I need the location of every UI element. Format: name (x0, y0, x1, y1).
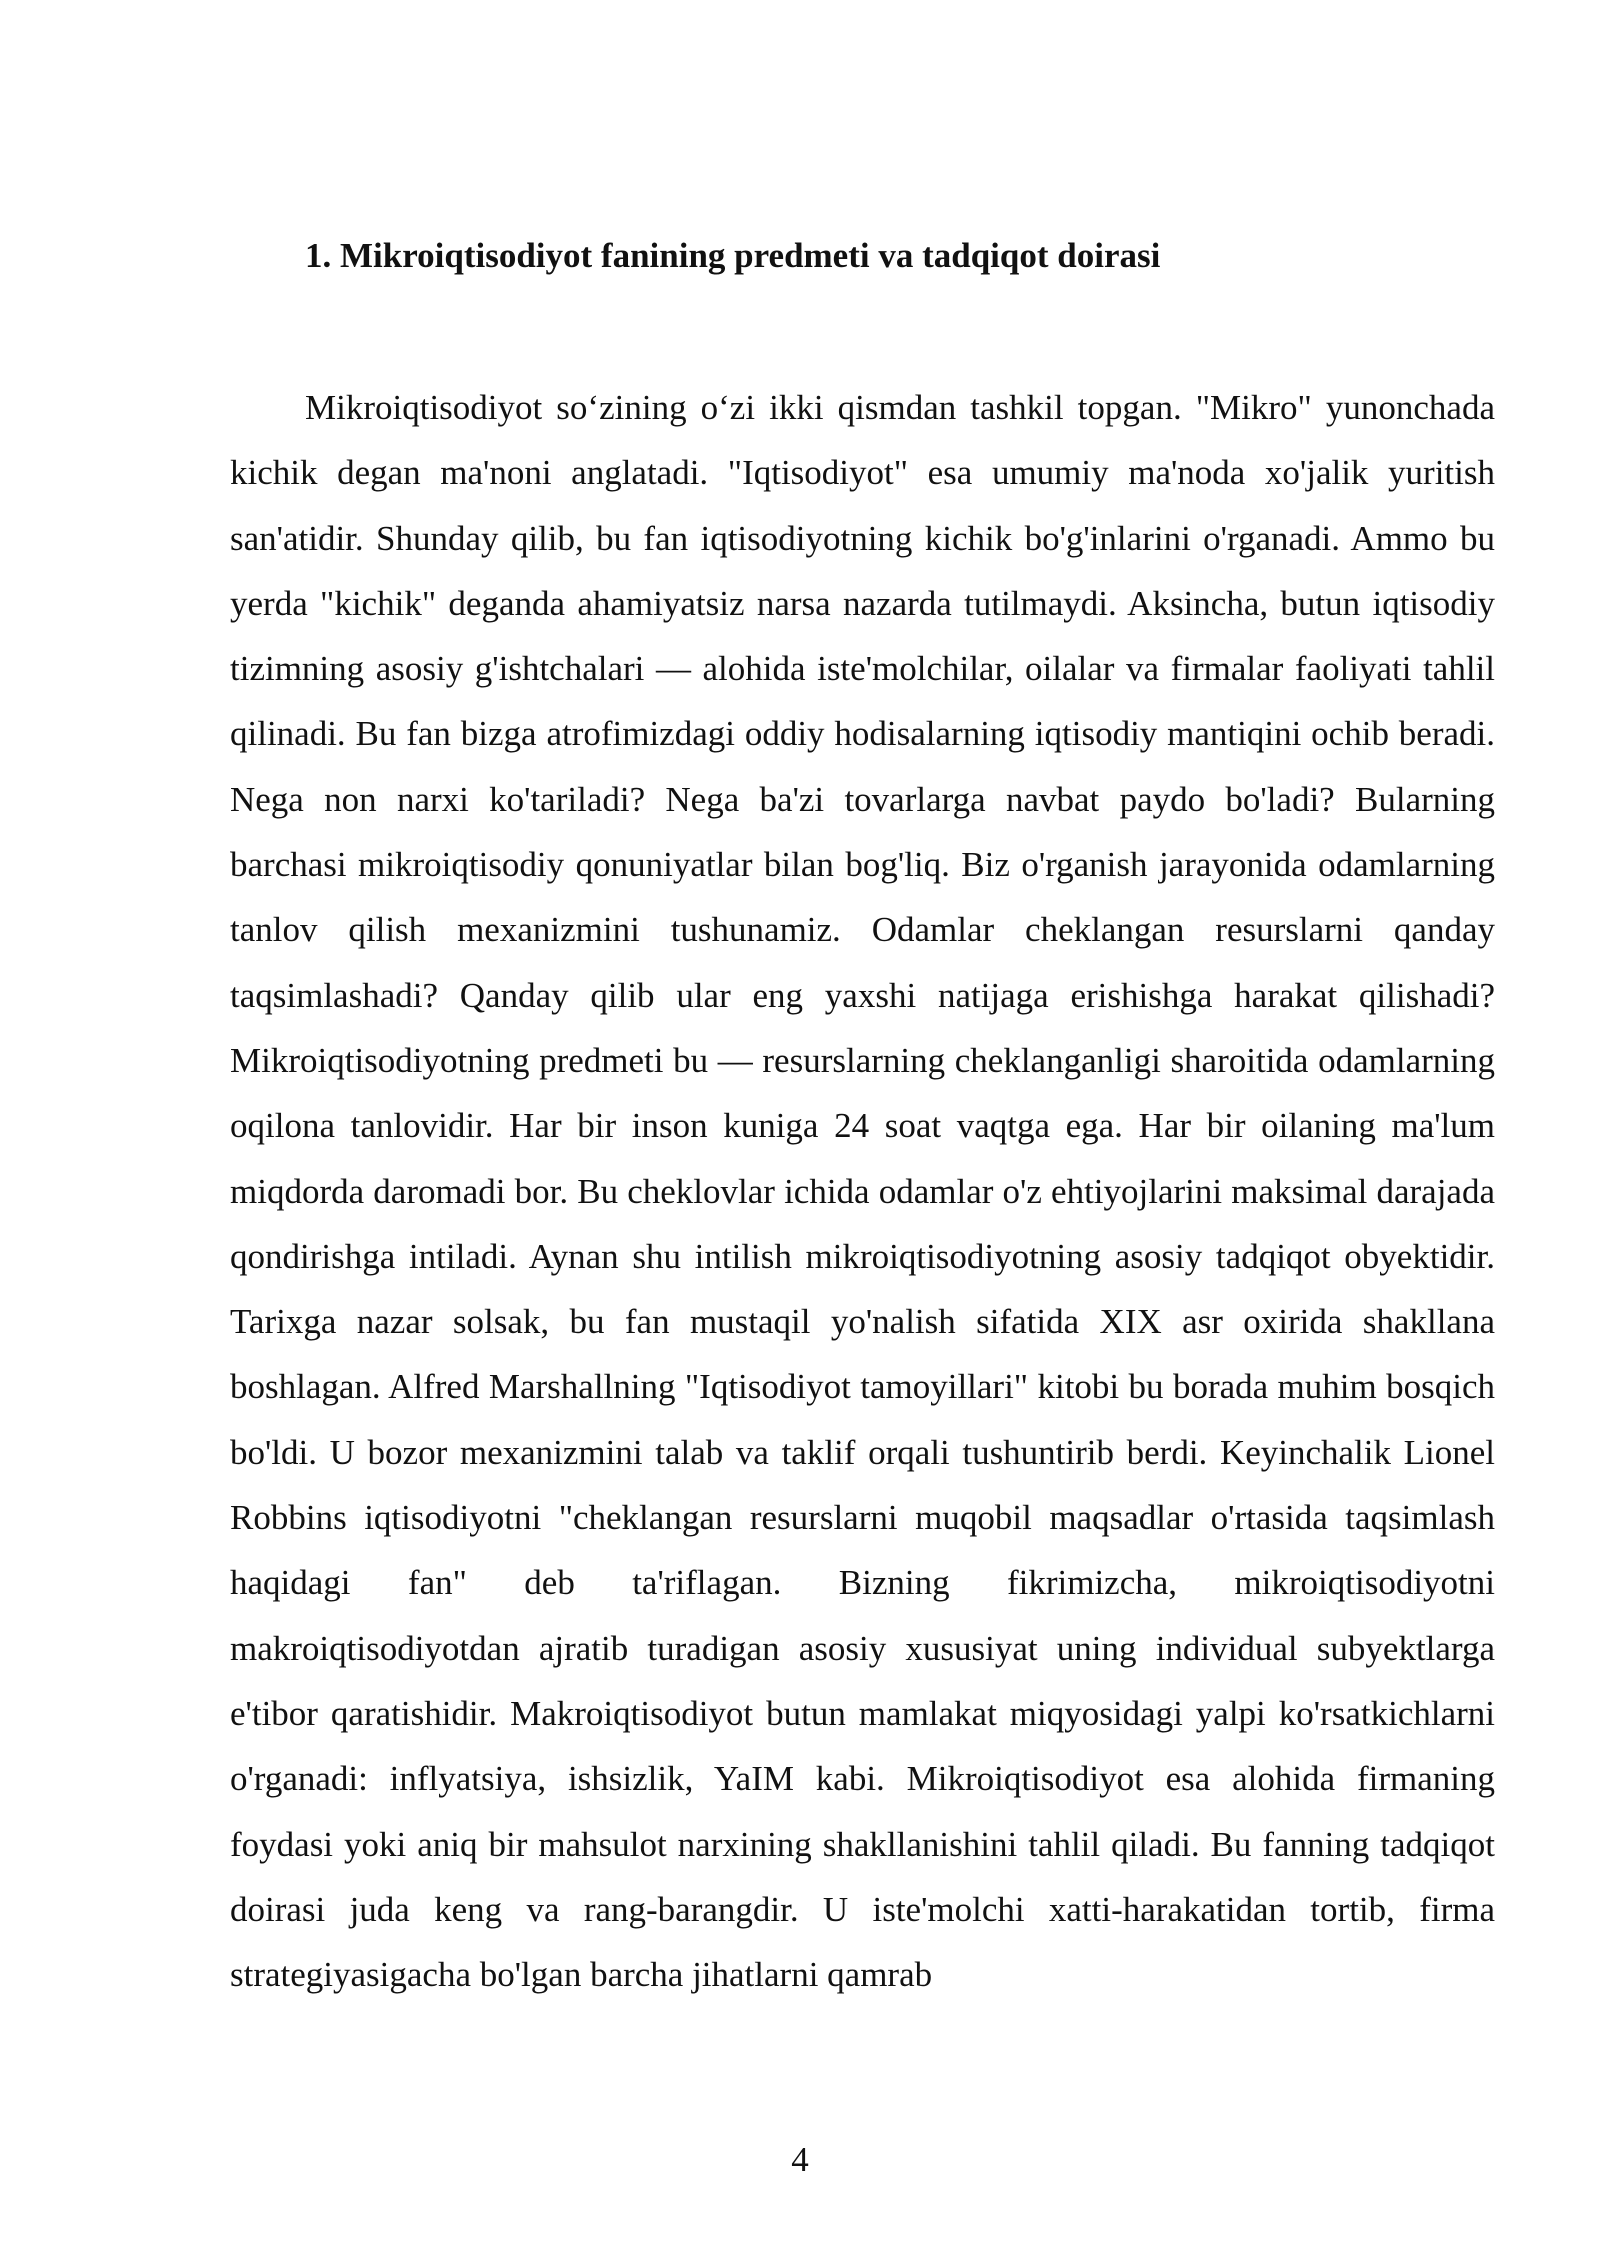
section-heading: 1. Mikroiqtisodiyot fanining predmeti va tadqiqot doirasi (305, 236, 1161, 275)
page-number: 4 (791, 2140, 809, 2179)
body-paragraph: Mikroiqtisodiyot so‘zining o‘zi ikki qismdan tashkil topgan. "Mikro" yunonchada kichik degan ma'noni anglatadi. "Iqtisodiyot" esa umumiy ma'noda xo'jalik yuritish san'atidir. Shunday qilib, bu fan iqtisodiyotning kichik bo'g'inlarini o'rganadi. Ammo bu yerda "kichik" deganda ahamiyatsiz narsa nazarda tutilmaydi. Aksincha, butun iqtisodiy tizimning asosiy g'ishtchalari — alohida iste'molchilar, oilalar va firmalar faoliyati tahlil qilinadi. Bu fan bizga atrofimizdagi oddiy hodisalarning iqtisodiy mantiqini ochib beradi. Nega non narxi ko'tariladi? Nega ba'zi tovarlarga navbat paydo bo'ladi? Bularning barchasi mikroiqtisodiy qonuniyatlar bilan bog'liq. Biz o'rganish jarayonida odamlarning tanlov qilish mexanizmini tushunamiz. Odamlar cheklangan resurslarni qanday taqsimlashadi? Qanday qilib ular eng yaxshi natijaga erishishga harakat qilishadi? Mikroiqtisodiyotning predmeti bu — resurslarning cheklanganligi sharoitida odamlarning oqilona tanlovidir. Har bir inson kuniga 24 soat vaqtga ega. Har bir oilaning ma'lum miqdorda daromadi bor. Bu cheklovlar ichida odamlar o'z ehtiyojlarini maksimal darajada qondirishga intiladi. Aynan shu intilish mikroiqtisodiyotning asosiy tadqiqot obyektidir. Tarixga nazar solsak, bu fan mustaqil yo'nalish sifatida XIX asr oxirida shakllana boshlagan. Alfred Marshallning "Iqtisodiyot tamoyillari" kitobi bu borada muhim bosqich bo'ldi. U bozor mexanizmini talab va taklif orqali tushuntirib berdi. Keyinchalik Lionel Robbins iqtisodiyotni "cheklangan resurslarni muqobil maqsadlar o'rtasida taqsimlash haqidagi fan" deb ta'riflagan. Bizning fikrimizcha, mikroiqtisodiyotni makroiqtisodiyotdan ajratib turadigan asosiy xususiyat uning individual subyektlarga e'tibor qaratishidir. Makroiqtisodiyot butun mamlakat miqyosidagi yalpi ko'rsatkichlarni o'rganadi: inflyatsiya, ishsizlik, YaIM kabi. Mikroiqtisodiyot esa alohida firmaning foydasi yoki aniq bir mahsulot narxining shakllanishini tahlil qiladi. Bu fanning tadqiqot doirasi juda keng va rang-barangdir. U iste'molchi xatti-harakatidan tortib, firma strategiyasigacha bo'lgan barcha jihatlarni qamrab (230, 388, 1495, 1995)
